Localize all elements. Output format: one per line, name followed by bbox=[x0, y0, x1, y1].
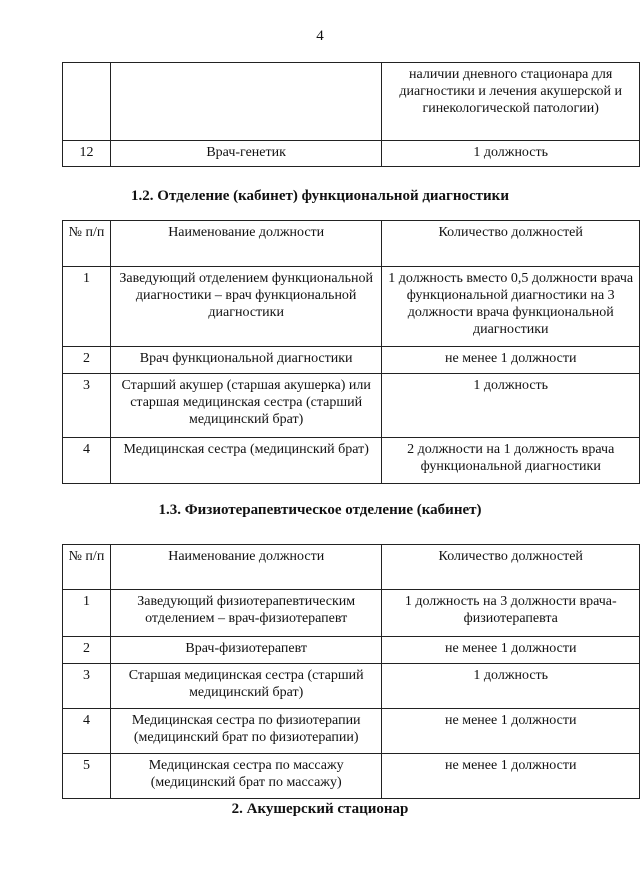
table-header-row bbox=[63, 221, 640, 267]
cell-count: не менее 1 должности bbox=[382, 347, 640, 374]
cell-count: 1 должность bbox=[382, 374, 640, 438]
cell-position: Старшая медицинская сестра (старший медицинский брат) bbox=[110, 664, 382, 709]
table-row bbox=[63, 590, 640, 637]
cell-number: 3 bbox=[63, 374, 111, 438]
cell-count: 1 должность вместо 0,5 должности врача функциональной диагностики на 3 должности врача функциональной диагностики bbox=[382, 267, 640, 347]
table-row bbox=[63, 664, 640, 709]
cell-number: 3 bbox=[63, 664, 111, 709]
cell-count: 1 должность на 3 должности врача-физиотерапевта bbox=[382, 590, 640, 637]
cell-number: 5 bbox=[63, 754, 111, 799]
cell-number: 2 bbox=[63, 637, 111, 664]
cell-position bbox=[110, 63, 381, 141]
cell-position: Медицинская сестра по физиотерапии (медицинский брат по физиотерапии) bbox=[110, 709, 382, 754]
cell-count: 2 должности на 1 должность врача функциональной диагностики bbox=[382, 438, 640, 484]
cell-position: Врач-генетик bbox=[110, 141, 381, 167]
header-count: Количество должностей bbox=[382, 545, 640, 590]
table-row bbox=[63, 754, 640, 799]
table-row bbox=[63, 374, 640, 438]
cell-position: Старший акушер (старшая акушерка) или старшая медицинская сестра (старший медицинский брат) bbox=[110, 374, 382, 438]
cell-number: 4 bbox=[63, 709, 111, 754]
page-number: 4 bbox=[316, 28, 324, 44]
section-title-obstetric-hospital: 2. Акушерский стационар bbox=[231, 801, 409, 817]
cell-count: не менее 1 должности bbox=[382, 754, 640, 799]
table-row bbox=[63, 438, 640, 484]
section-title-functional-diagnostics: 1.2. Отделение (кабинет) функциональной диагностики bbox=[131, 188, 509, 204]
cell-position: Медицинская сестра по массажу (медицинский брат по массажу) bbox=[110, 754, 382, 799]
header-position: Наименование должности bbox=[110, 221, 382, 267]
cell-count: 1 должность bbox=[382, 141, 640, 167]
cell-number: 1 bbox=[63, 267, 111, 347]
cell-number: 1 bbox=[63, 590, 111, 637]
cell-position: Заведующий отделением функциональной диагностики – врач функциональной диагностики bbox=[110, 267, 382, 347]
cell-number: 2 bbox=[63, 347, 111, 374]
cell-position: Врач-физиотерапевт bbox=[110, 637, 382, 664]
table-row bbox=[63, 63, 640, 141]
cell-number: 4 bbox=[63, 438, 111, 484]
table-row bbox=[63, 267, 640, 347]
header-number: № п/п bbox=[63, 545, 111, 590]
header-number: № п/п bbox=[63, 221, 111, 267]
cell-count: не менее 1 должности bbox=[382, 637, 640, 664]
table-row bbox=[63, 637, 640, 664]
cell-position: Врач функциональной диагностики bbox=[110, 347, 382, 374]
cell-count: наличии дневного стационара для диагностики и лечения акушерской и гинекологической патологии) bbox=[382, 63, 640, 141]
header-count: Количество должностей bbox=[382, 221, 640, 267]
table-header-row bbox=[63, 545, 640, 590]
top-staff-table bbox=[62, 62, 640, 167]
header-position: Наименование должности bbox=[110, 545, 382, 590]
functional-diagnostics-table bbox=[62, 220, 640, 484]
table-row bbox=[63, 141, 640, 167]
cell-count: 1 должность bbox=[382, 664, 640, 709]
section-title-physiotherapy: 1.3. Физиотерапевтическое отделение (кабинет) bbox=[158, 502, 482, 518]
cell-position: Медицинская сестра (медицинский брат) bbox=[110, 438, 382, 484]
table-row bbox=[63, 347, 640, 374]
cell-position: Заведующий физиотерапевтическим отделением – врач-физиотерапевт bbox=[110, 590, 382, 637]
cell-count: не менее 1 должности bbox=[382, 709, 640, 754]
cell-number bbox=[63, 63, 111, 141]
physiotherapy-table bbox=[62, 544, 640, 799]
table-row bbox=[63, 709, 640, 754]
cell-number: 12 bbox=[63, 141, 111, 167]
